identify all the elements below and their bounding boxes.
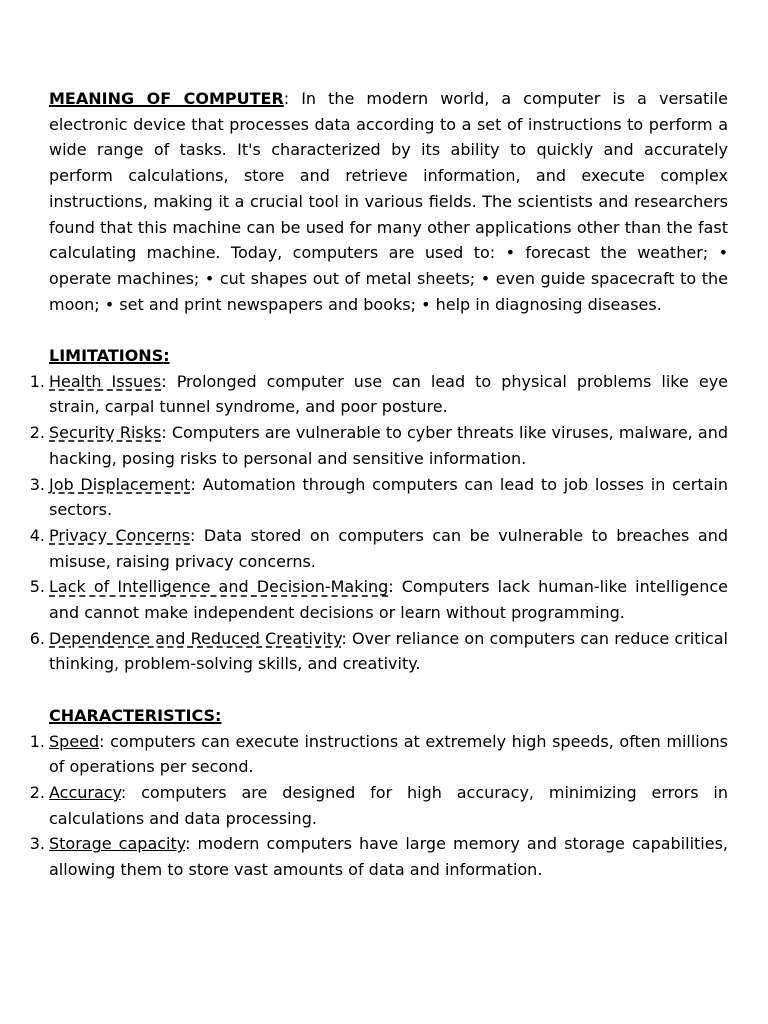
list-term: Speed bbox=[49, 731, 100, 751]
limitations-heading: LIMITATIONS bbox=[49, 346, 164, 366]
list-term: Privacy Concerns bbox=[49, 525, 190, 545]
list-item: 5. Lack of Intelligence and Decision-Making: Computers lack human-like intelligence and cannot make independent decisions or learn without programming. bbox=[29, 577, 728, 623]
characteristics-heading: CHARACTERISTICS bbox=[49, 705, 216, 725]
document-page bbox=[29, 86, 729, 883]
list-item: 1. Health Issues: Prolonged computer use can lead to physical problems like eye strain, carpal tunnel syndrome, and poor posture. bbox=[29, 371, 729, 417]
meaning-paragraph bbox=[49, 86, 728, 317]
list-term: Job Displacement bbox=[49, 474, 191, 494]
list-item: 3. Storage capacity: modern computers have large memory and storage capabilities, allowing them to store vast amounts of data and information. bbox=[29, 834, 729, 880]
list-term: Storage capacity bbox=[49, 834, 186, 854]
limitations-list bbox=[29, 369, 729, 677]
list-item: 1. Speed: computers can execute instructions at extremely high speeds, often millions of operations per second. bbox=[29, 731, 728, 777]
list-item: 2. Security Risks: Computers are vulnerable to cyber threats like viruses, malware, and hacking, posing risks to personal and sensitive information. bbox=[29, 423, 728, 468]
list-item: 4. Privacy Concerns: Data stored on computers can be vulnerable to breaches and misuse, raising privacy concerns. bbox=[29, 525, 729, 571]
list-term: Security Risks bbox=[49, 423, 162, 443]
list-item: 6. Dependence and Reduced Creativity: Over reliance on computers can reduce critical thinking, problem-solving skills, and creativity. bbox=[29, 628, 728, 674]
list-term: Health Issues bbox=[49, 371, 162, 391]
list-item: 2. Accuracy: computers are designed for high accuracy, minimizing errors in calculations and data processing. bbox=[29, 782, 728, 828]
characteristics-list bbox=[29, 729, 729, 883]
list-term: Lack of Intelligence and Decision-Making bbox=[49, 577, 389, 597]
list-item: 3. Job Displacement: Automation through computers can lead to job losses in certain sectors. bbox=[29, 474, 728, 520]
characteristics-heading-line: CHARACTERISTICS: bbox=[49, 705, 222, 725]
list-term: Dependence and Reduced Creativity bbox=[49, 628, 342, 648]
meaning-heading: MEANING OF COMPUTER bbox=[49, 89, 284, 108]
limitations-heading-line: LIMITATIONS: bbox=[49, 346, 170, 366]
list-term: Accuracy bbox=[49, 782, 121, 802]
meaning-text: : In the modern world, a computer is a versatile electronic device that processes data according to a set of instructions to perform a wide range of tasks. It's characterized by its ability to quickly and accurately perform calculations, store and retrieve information, and execute complex instructions, making it a crucial tool in various fields. The scientists and researchers found that this machine can be used for many other applications other than the fast calculating machine. Today, computers are used to: • forecast the weather; • operate machines; • cut shapes out of metal sheets; • even guide spacecraft to the moon; • set and print newspapers and books; • help in diagnosing diseases. bbox=[49, 89, 729, 314]
